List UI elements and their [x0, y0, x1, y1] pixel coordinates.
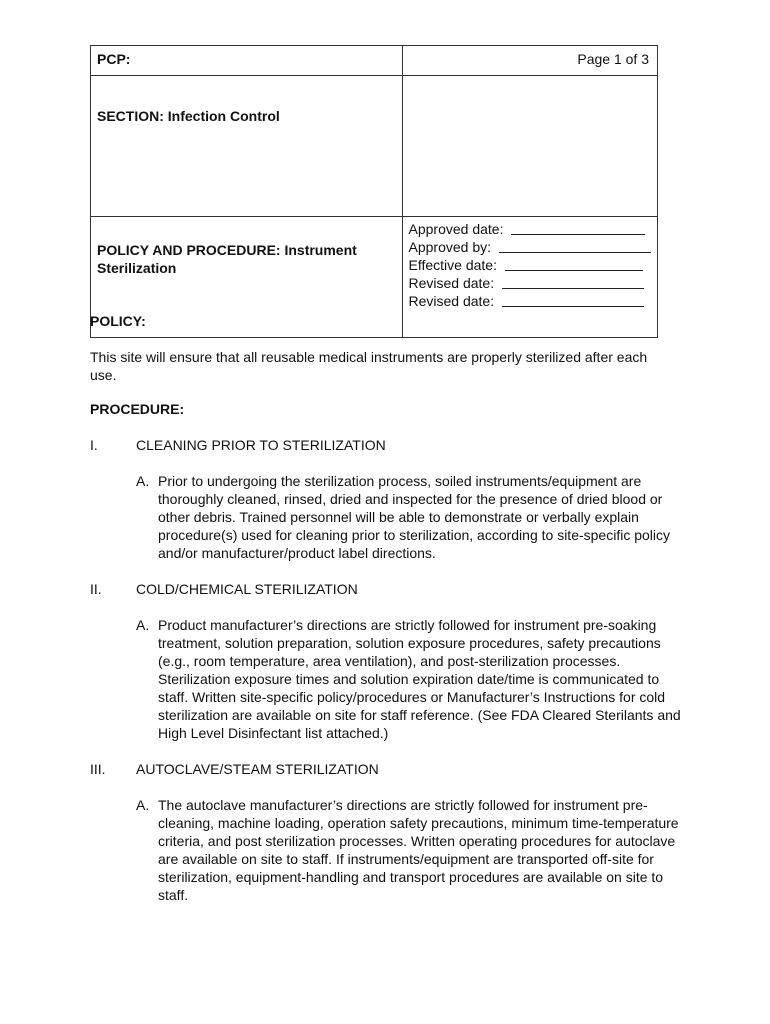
section-row [90, 760, 690, 778]
section-cell [91, 76, 403, 217]
approval-blank-line [502, 274, 644, 289]
document-body [90, 312, 690, 904]
approval-label: Approved by: [408, 239, 491, 255]
section-item [136, 616, 690, 742]
approval-row [409, 220, 652, 238]
approval-blank-line [511, 220, 645, 235]
approval-blank-line [505, 256, 643, 271]
section-item [136, 472, 690, 562]
item-text: Product manufacturer’s directions are strictly followed for instrument pre-soaking treatment, solution preparation, solution exposure procedures, safety precautions (e.g., room temperature, area ventilation), and post-sterilization processes. Sterilization exposure times and solution expiration date/time is communicated to staff. Written site-specific policy/procedures or Manufacturer’s Instructions for cold sterilization are available on site for staff reference. (See FDA Cleared Sterilants and High Level Disinfectant list attached.) [158, 617, 681, 741]
section-label: SECTION: Infection Control [97, 108, 280, 124]
item-letter: A. [136, 797, 150, 813]
pcp-label: PCP: [97, 51, 131, 67]
section-numeral: I. [90, 437, 98, 453]
section-title: AUTOCLAVE/STEAM STERILIZATION [136, 761, 379, 777]
approval-label: Effective date: [408, 257, 497, 273]
section-numeral: III. [90, 761, 106, 777]
section-numeral: II. [90, 581, 102, 597]
approval-row [409, 238, 652, 256]
approval-label: Approved date: [408, 221, 504, 237]
policy-title: POLICY AND PROCEDURE: Instrument Sterilization [97, 242, 357, 276]
item-text: Prior to undergoing the sterilization process, soiled instruments/equipment are thoroughly cleaned, rinsed, dried and inspected for the presence of dried blood or other debris. Trained personnel will be able to demonstrate or verbally explain procedure(s) used for cleaning prior to sterilization, according to site-specific policy and/or manufacturer/product label directions. [158, 473, 671, 561]
blank-cell [402, 76, 658, 217]
approval-row [409, 292, 652, 310]
procedure-heading: PROCEDURE: [90, 401, 185, 417]
approval-blank-line [502, 292, 644, 307]
item-letter: A. [136, 473, 150, 489]
policy-heading: POLICY: [90, 313, 146, 329]
approval-row [409, 256, 652, 274]
page-number-cell [402, 46, 658, 76]
page-number: Page 1 of 3 [577, 51, 649, 67]
section-title: COLD/CHEMICAL STERILIZATION [136, 581, 358, 597]
approval-label: Revised date: [408, 293, 495, 309]
policy-header-table [90, 45, 658, 338]
section-row [90, 580, 690, 598]
item-letter: A. [136, 617, 150, 633]
pcp-cell [91, 46, 403, 76]
policy-text: This site will ensure that all reusable medical instruments are properly sterilized after each use. [90, 349, 648, 383]
item-text: The autoclave manufacturer’s directions are strictly followed for instrument pre-cleaning, machine loading, operation safety precautions, minimum time-temperature criteria, and post sterilization processes. Written operating procedures for autoclave are available on site to staff. If instruments/equipment are transported off-site for sterilization, equipment-handling and transport procedures are available on site to staff. [158, 797, 679, 903]
approval-label: Revised date: [408, 275, 495, 291]
section-row [90, 436, 690, 454]
approval-blank-line [499, 238, 651, 253]
section-item [136, 796, 690, 904]
approval-row [409, 274, 652, 292]
section-title: CLEANING PRIOR TO STERILIZATION [136, 437, 386, 453]
